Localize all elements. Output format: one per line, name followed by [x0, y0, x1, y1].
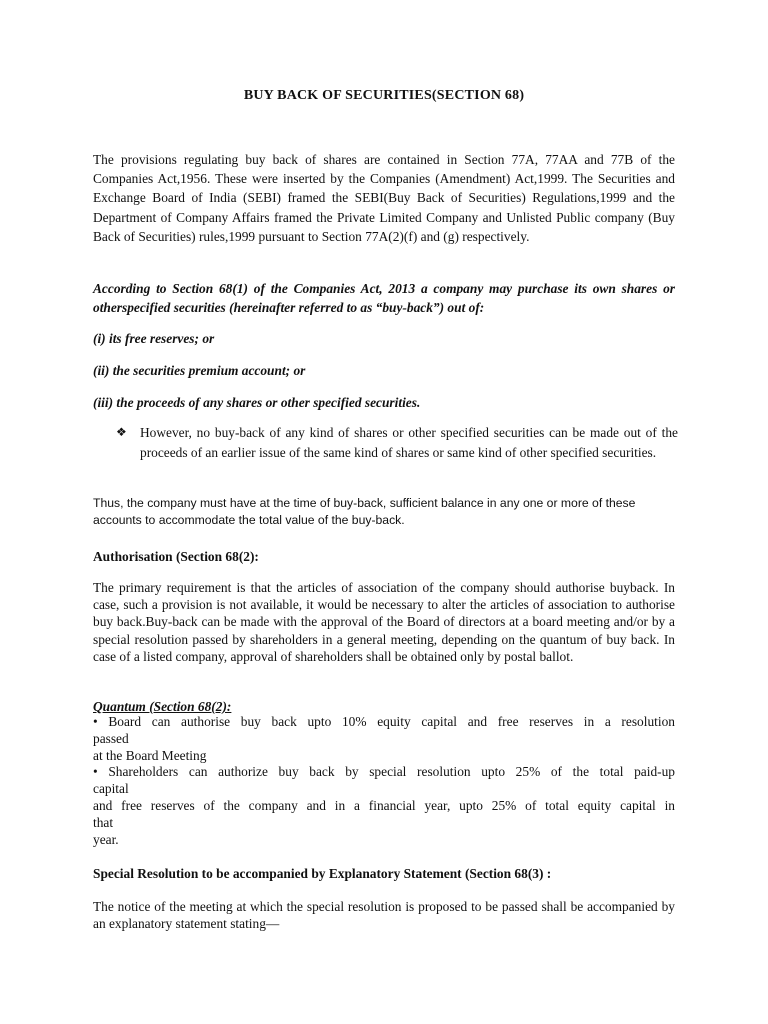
authorisation-heading: Authorisation (Section 68(2):	[93, 549, 259, 564]
quantum-line: capital	[93, 781, 129, 797]
quantum-line: passed	[93, 730, 129, 746]
notice-paragraph: The notice of the meeting at which the special resolution is proposed to be passed shall be accompanied by an explanatory statement stating—	[93, 899, 675, 932]
item-securities-premium: (ii) the securities premium account; or	[93, 363, 306, 378]
quantum-line: • Board can authorise buy back upto 10% equity capital and free reserves in a resolution	[93, 714, 675, 729]
intro-paragraph: The provisions regulating buy back of shares are contained in Section 77A, 77AA and 77B of the Companies Act,1956. These were inserted by the Companies (Amendment) Act,1999. The Securities and Exchange Board of India (SEBI) framed the SEBI(Buy Back of Securities) Regulations,1999 and the Department of Company Affairs framed the Private Limited Company and Unlisted Public company (Buy Back of Securities) rules,1999 pursuant to Section 77A(2)(f) and (g) respectively.	[93, 152, 675, 244]
bullet-text: However, no buy-back of any kind of shares or other specified securities can be made out of the proceeds of an earlier issue of the same kind of shares or same kind of other specified securities.	[140, 425, 678, 460]
quantum-line: at the Board Meeting	[93, 747, 207, 763]
section-68-1-paragraph: According to Section 68(1) of the Companies Act, 2013 a company may purchase its own shares or otherspecified securities (hereinafter referred to as “buy-back”) out of:	[93, 281, 675, 316]
quantum-line: year.	[93, 831, 119, 847]
quantum-list	[93, 714, 675, 848]
quantum-line: • Shareholders can authorize buy back by special resolution upto 25% of the total paid-up	[93, 764, 675, 780]
authorisation-paragraph: The primary requirement is that the articles of association of the company should authorise buyback. In case, such a provision is not available, it would be necessary to alter the articles of association to authorise buy back.Buy-back can be made with the approval of the Board of directors at a board meeting and/or by a special resolution passed by shareholders in a general meeting, depending on the quantum of buy back. In case of a listed company, approval of shareholders shall be obtained only by postal ballot.	[93, 580, 675, 664]
item-free-reserves: (i) its free reserves; or	[93, 331, 215, 346]
bullet-item	[116, 423, 678, 463]
quantum-line: and free reserves of the company and in a financial year, upto 25% of total equity capital in	[93, 797, 675, 813]
thus-paragraph: Thus, the company must have at the time of buy-back, sufficient balance in any one or more of these accounts to accommodate the total value of the buy-back.	[93, 496, 636, 528]
quantum-line: that	[93, 814, 114, 830]
item-proceeds: (iii) the proceeds of any shares or other specified securities.	[93, 395, 421, 410]
special-resolution-heading: Special Resolution to be accompanied by Explanatory Statement (Section 68(3) :	[93, 866, 552, 881]
quantum-heading: Quantum (Section 68(2):	[93, 699, 232, 714]
document-title: BUY BACK OF SECURITIES(SECTION 68)	[243, 88, 525, 103]
diamond-bullet-icon: ❖	[116, 425, 127, 439]
